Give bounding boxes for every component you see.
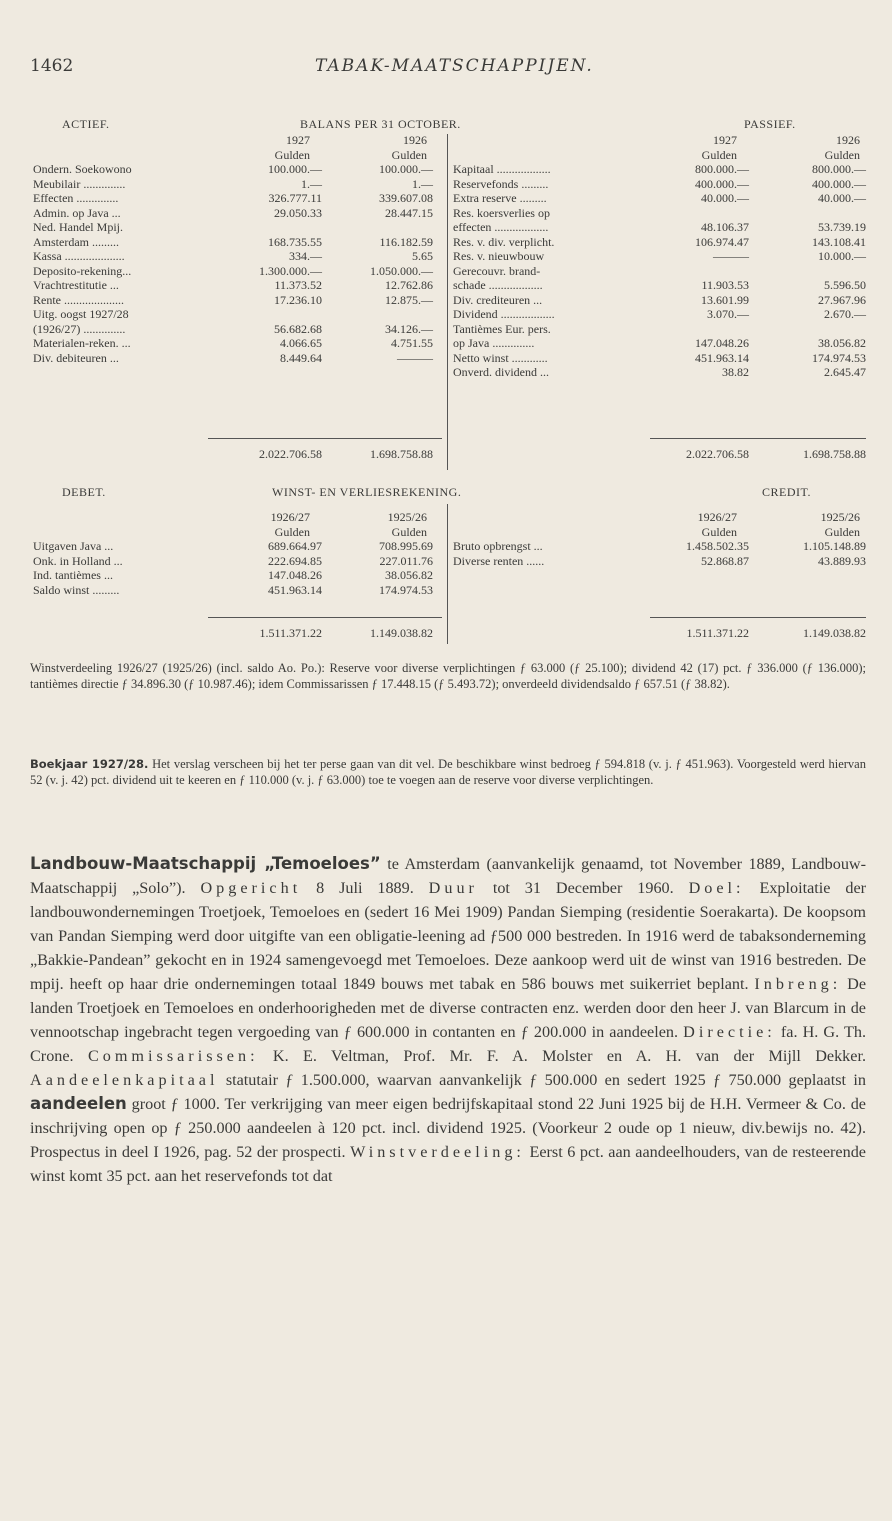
value-cell: 143.108.41: [812, 234, 866, 249]
pl-divider: [447, 504, 448, 644]
value-cell: 11.903.53: [701, 278, 749, 292]
label-aandeelen: aandeelen: [30, 1094, 127, 1113]
value-cell: 1925/26: [820, 510, 860, 524]
value-cell: 2.670.—: [824, 307, 866, 321]
value-cell: Gulden: [701, 147, 737, 162]
unit-header-row: [33, 525, 443, 540]
value-cell: 38.82: [722, 365, 749, 379]
year-header-row: [33, 510, 443, 525]
pl-left-total: [33, 626, 443, 641]
value-cell: 53.739.19: [818, 220, 866, 234]
value-cell: 708.995.69: [379, 539, 433, 553]
article-span: 8 Juli 1889.: [301, 879, 429, 897]
article-span: Eerst 6 pct. aan aandeelhouders, van de resteerende winst komt 35 pct. aan het reservefonds tot dat: [30, 1143, 866, 1185]
value-cell: 100.000.—: [268, 162, 322, 176]
article-span: tot 31 December 1960.: [477, 879, 689, 897]
value-cell: 800.000.—: [812, 162, 866, 176]
row-label: schade ..................: [453, 278, 543, 292]
unit-header-row: [453, 147, 860, 163]
table-row: [453, 176, 866, 192]
row-label: Vrachtrestitutie ...: [33, 278, 119, 292]
table-row: [453, 264, 853, 279]
row-label: Div. crediteuren ...: [453, 292, 543, 307]
row-label: Gerecouvr. brand-: [453, 263, 541, 278]
value-cell: 1926: [836, 133, 860, 147]
table-row: [453, 162, 866, 177]
value-cell: 17.236.10: [274, 292, 322, 307]
article-span: Exploitatie der landbouwondernemingen Troetjoek, Temoeloes en (sedert 16 Mei 1909) Pandan Siemping (residentie Soerakarta). De koopsom van Pandan Siemping werd door uitgifte van een obligatie-leening ad ƒ500 000 bestreden. In 1916 werd de tabaksonderneming „Bakkie-Pandean” gekocht en in 1924 samengevoegd met Temoeloes. Deze aankoop werd uit de winst van 1916 bestreden. De mpij. heeft op haar drie ondernemingen totaal 1849 bouws met tabak en 586 bouws met suikerriet beplant.: [30, 879, 867, 993]
running-title: TABAK-MAATSCHAPPIJEN.: [315, 56, 594, 76]
value-cell: Gulden: [824, 524, 860, 539]
total-cell: 1.511.371.22: [686, 626, 749, 640]
value-cell: Gulden: [274, 147, 310, 162]
value-cell: 4.751.55: [391, 336, 433, 350]
row-label: Onk. in Holland ...: [33, 553, 123, 568]
row-label: Res. v. div. verplicht.: [453, 234, 555, 249]
unit-header-row: [453, 524, 860, 540]
row-label: Res. koersverlies op: [453, 205, 550, 220]
table-row: [33, 235, 443, 250]
value-cell: 11.373.52: [274, 278, 322, 292]
table-row: [33, 206, 443, 221]
table-row: [453, 191, 866, 206]
boekjaar-text: Het verslag verscheen bij het ter perse gaan van dit vel. De beschikbare winst bedroeg ƒ 594.818 (v. j. ƒ 451.963). Voorgesteld werd hiervan 52 (v. j. 42) pct. dividend uit te keeren en ƒ 110.000 (v. j. ƒ 63.000) toe te voegen aan de reserve voor diverse verplichtingen.: [30, 757, 866, 787]
value-cell: 1926: [403, 133, 427, 147]
value-cell: 1926/27: [270, 510, 310, 524]
label-opgericht: Opgericht: [200, 879, 302, 897]
value-cell: 13.601.99: [701, 292, 749, 307]
table-row: [33, 583, 443, 598]
table-row: [453, 307, 866, 322]
value-cell: 38.056.82: [385, 568, 433, 582]
row-label: Rente ....................: [33, 292, 124, 307]
year-header-row: [453, 510, 860, 525]
table-row: [453, 553, 866, 569]
pl-left-rule: [208, 617, 442, 618]
table-row: [33, 162, 443, 177]
total-cell: 2.022.706.58: [686, 447, 749, 461]
balance-divider: [447, 134, 448, 470]
value-cell: 1.458.502.35: [686, 539, 749, 553]
table-row: [453, 350, 866, 366]
table-row: [33, 293, 443, 308]
value-cell: Gulden: [274, 524, 310, 539]
row-label: Tantièmes Eur. pers.: [453, 321, 551, 336]
row-label: Effecten ..............: [33, 191, 119, 205]
value-cell: Gulden: [391, 524, 427, 539]
row-label: Diverse renten ......: [453, 553, 545, 568]
row-label: Ned. Handel Mpij.: [33, 220, 123, 234]
row-label: op Java ..............: [453, 336, 535, 350]
value-cell: 1925/26: [387, 510, 427, 524]
value-cell: 326.777.11: [268, 191, 322, 205]
total-cell: 2.022.706.58: [259, 447, 322, 461]
pl-credit-table: [453, 510, 866, 568]
row-label: Ondern. Soekowono: [33, 162, 132, 176]
value-cell: 116.182.59: [379, 234, 433, 249]
table-row: [33, 177, 443, 192]
value-cell: 689.664.97: [268, 539, 322, 553]
row-label: Meubilair ..............: [33, 176, 126, 191]
actief-heading: ACTIEF.: [62, 117, 110, 131]
value-cell: 1.—: [412, 176, 433, 191]
value-cell: 174.974.53: [812, 350, 866, 365]
row-label: Kapitaal ..................: [453, 162, 551, 176]
table-row: [33, 336, 443, 351]
value-cell: 1927: [713, 133, 737, 147]
table-row: [33, 322, 443, 337]
balance-right-total: [453, 447, 866, 462]
value-cell: 56.682.68: [274, 321, 322, 336]
row-label: Admin. op Java ...: [33, 205, 121, 220]
table-row: [33, 264, 443, 279]
value-cell: Gulden: [824, 147, 860, 162]
label-doel: Doel:: [688, 879, 745, 897]
article-span: te Amsterdam (aanvankelijk genaamd, tot November 1889, Landbouw-Maatschappij „Solo”).: [30, 855, 866, 897]
value-cell: 5.596.50: [824, 278, 866, 292]
row-label: Materialen-reken. ...: [33, 336, 131, 350]
table-row: [453, 234, 866, 250]
value-cell: 2.645.47: [824, 365, 866, 379]
boekjaar-note: [30, 756, 866, 788]
company-name: Landbouw-Maatschappij „Temoeloes”: [30, 854, 381, 873]
debet-heading: DEBET.: [62, 485, 106, 499]
value-cell: 43.889.93: [818, 553, 866, 568]
table-row: [453, 539, 866, 554]
article-span: statutair ƒ 1.500.000, waarvan aanvankelijk ƒ 500.000 en sedert 1925 ƒ 750.000 geplaatst in: [218, 1071, 866, 1089]
winst-verlies-heading: WINST- EN VERLIESREKENING.: [272, 485, 462, 499]
boekjaar-label: Boekjaar 1927/28.: [30, 757, 149, 771]
value-cell: 1.105.148.89: [803, 539, 866, 553]
value-cell: 400.000.—: [812, 176, 866, 191]
table-row: [33, 278, 443, 293]
table-row: [453, 220, 866, 235]
page-number: 1462: [30, 56, 74, 76]
value-cell: 174.974.53: [379, 582, 433, 597]
value-cell: Gulden: [701, 524, 737, 539]
value-cell: 227.011.76: [379, 553, 433, 568]
value-cell: 12.875.—: [385, 292, 433, 307]
value-cell: 52.868.87: [701, 553, 749, 568]
balance-right-rule: [650, 438, 866, 439]
value-cell: 40.000.—: [818, 191, 866, 205]
credit-heading: CREDIT.: [762, 485, 811, 499]
value-cell: Gulden: [391, 147, 427, 162]
pl-right-total: [453, 626, 866, 641]
table-row: [453, 206, 853, 221]
value-cell: 1.300.000.—: [259, 263, 322, 278]
table-row: [453, 292, 866, 308]
year-header-row: [453, 133, 860, 148]
total-cell: 1.149.038.82: [803, 626, 866, 640]
table-row: [33, 220, 443, 235]
label-winstverdeeling: Winstverdeeling:: [350, 1143, 525, 1161]
label-duur: Duur: [428, 879, 478, 897]
value-cell: 168.735.55: [268, 234, 322, 249]
table-row: [453, 322, 853, 337]
value-cell: ———: [713, 249, 749, 263]
article-span: groot ƒ 1000. Ter verkrijging van meer eigen bedrijfskapitaal stond 22 Juni 1925 bij de H.H. Vermeer & Co. de inschrijving open op ƒ 250.000 aandeelen à 120 pct. incl. dividend 1925. (Voorkeur 2 oude op 1 nieuw, div.bewijs no. 42). Prospectus in deel I 1926, pag. 52 der prospecti.: [30, 1095, 866, 1161]
value-cell: 48.106.37: [701, 220, 749, 234]
article-text: [30, 852, 866, 1188]
value-cell: 339.607.08: [379, 191, 433, 205]
value-cell: 106.974.47: [695, 234, 749, 249]
value-cell: 147.048.26: [695, 336, 749, 350]
value-cell: 222.694.85: [268, 553, 322, 568]
value-cell: 34.126.—: [385, 321, 433, 336]
value-cell: 12.762.86: [385, 278, 433, 292]
value-cell: ———: [397, 350, 433, 365]
row-label: Dividend ..................: [453, 307, 555, 321]
total-cell: 1.698.758.88: [370, 447, 433, 461]
table-row: [453, 365, 866, 380]
value-cell: 100.000.—: [379, 162, 433, 176]
row-label: Reservefonds .........: [453, 176, 549, 191]
value-cell: 10.000.—: [818, 249, 866, 263]
value-cell: 800.000.—: [695, 162, 749, 176]
row-label: Netto winst ............: [453, 350, 548, 365]
balans-heading: BALANS PER 31 OCTOBER.: [300, 117, 461, 131]
row-label: (1926/27) ..............: [33, 321, 126, 336]
row-label: Deposito-rekening...: [33, 263, 132, 278]
row-label: Extra reserve .........: [453, 191, 547, 205]
total-cell: 1.511.371.22: [259, 626, 322, 640]
row-label: Uitgaven Java ...: [33, 539, 114, 553]
label-directie: Directie:: [683, 1023, 776, 1041]
article-span: fa. H. G. Th. Crone.: [30, 1023, 866, 1065]
label-aandeelenkapitaal: Aandeelenkapitaal: [30, 1071, 219, 1089]
pl-right-rule: [650, 617, 866, 618]
value-cell: 4.066.65: [280, 336, 322, 350]
year-header-row: [33, 133, 443, 148]
total-cell: 1.149.038.82: [370, 626, 433, 640]
table-row: [453, 336, 866, 351]
value-cell: 1926/27: [697, 510, 737, 524]
row-label: Bruto opbrengst ...: [453, 539, 543, 553]
row-label: Ind. tantièmes ...: [33, 568, 113, 582]
balance-actief-table: [33, 133, 443, 365]
value-cell: 400.000.—: [695, 176, 749, 191]
row-label: Uitg. oogst 1927/28: [33, 307, 129, 321]
table-row: [33, 554, 443, 569]
pl-debet-table: [33, 510, 443, 597]
value-cell: 3.070.—: [707, 307, 749, 321]
value-cell: 8.449.64: [280, 350, 322, 365]
value-cell: 27.967.96: [818, 292, 866, 307]
row-label: Res. v. nieuwbouw: [453, 249, 545, 263]
article-span: De landen Troetjoek en Temoeloes en onderhoorigheden met de diverse contracten enz. werden door den heer J. van Blarcum in de vennootschap ingebracht tegen vergoeding van ƒ 600.000 in contanten en ƒ 200.000 in aandeelen.: [30, 975, 866, 1041]
balance-left-rule: [208, 438, 442, 439]
label-inbreng: Inbreng:: [754, 975, 842, 993]
table-row: [453, 249, 866, 264]
balance-passief-table: [453, 133, 866, 380]
value-cell: 147.048.26: [268, 568, 322, 582]
row-label: Kassa ....................: [33, 249, 125, 263]
value-cell: 1927: [286, 133, 310, 147]
value-cell: 29.050.33: [274, 205, 322, 220]
table-row: [33, 568, 443, 583]
value-cell: 451.963.14: [268, 582, 322, 597]
row-label: Onverd. dividend ...: [453, 365, 549, 379]
article-span: K. E. Veltman, Prof. Mr. F. A. Molster en A. H. van der Mijll Dekker.: [258, 1047, 866, 1065]
table-row: [33, 249, 443, 264]
table-row: [33, 539, 443, 554]
table-row: [33, 307, 443, 322]
value-cell: 40.000.—: [701, 191, 749, 205]
value-cell: 28.447.15: [385, 205, 433, 220]
value-cell: 38.056.82: [818, 336, 866, 350]
unit-header-row: [33, 148, 443, 163]
table-row: [453, 278, 866, 293]
winstverdeeling-note: Winstverdeeling 1926/27 (1925/26) (incl. saldo Ao. Po.): Reserve voor diverse verplichtingen ƒ 63.000 (ƒ 25.100); dividend 42 (17) pct. ƒ 336.000 (ƒ 136.000); tantièmes directie ƒ 34.896.30 (ƒ 10.987.46); idem Commissarissen ƒ 17.448.15 (ƒ 5.493.72); onverdeeld dividendsaldo ƒ 657.51 (ƒ 38.82).: [30, 661, 866, 691]
value-cell: 451.963.14: [695, 350, 749, 365]
value-cell: 1.—: [301, 176, 322, 191]
table-row: [33, 351, 443, 366]
value-cell: 5.65: [412, 249, 433, 263]
row-label: Div. debiteuren ...: [33, 350, 119, 365]
row-label: Amsterdam .........: [33, 234, 119, 249]
balance-left-total: [33, 447, 443, 462]
label-commissarissen: Commissarissen:: [87, 1047, 259, 1065]
row-label: effecten ..................: [453, 220, 549, 234]
value-cell: 1.050.000.—: [370, 263, 433, 278]
table-row: [33, 191, 443, 206]
row-label: Saldo winst .........: [33, 582, 120, 597]
value-cell: 334.—: [289, 249, 322, 263]
passief-heading: PASSIEF.: [744, 117, 796, 131]
total-cell: 1.698.758.88: [803, 447, 866, 461]
